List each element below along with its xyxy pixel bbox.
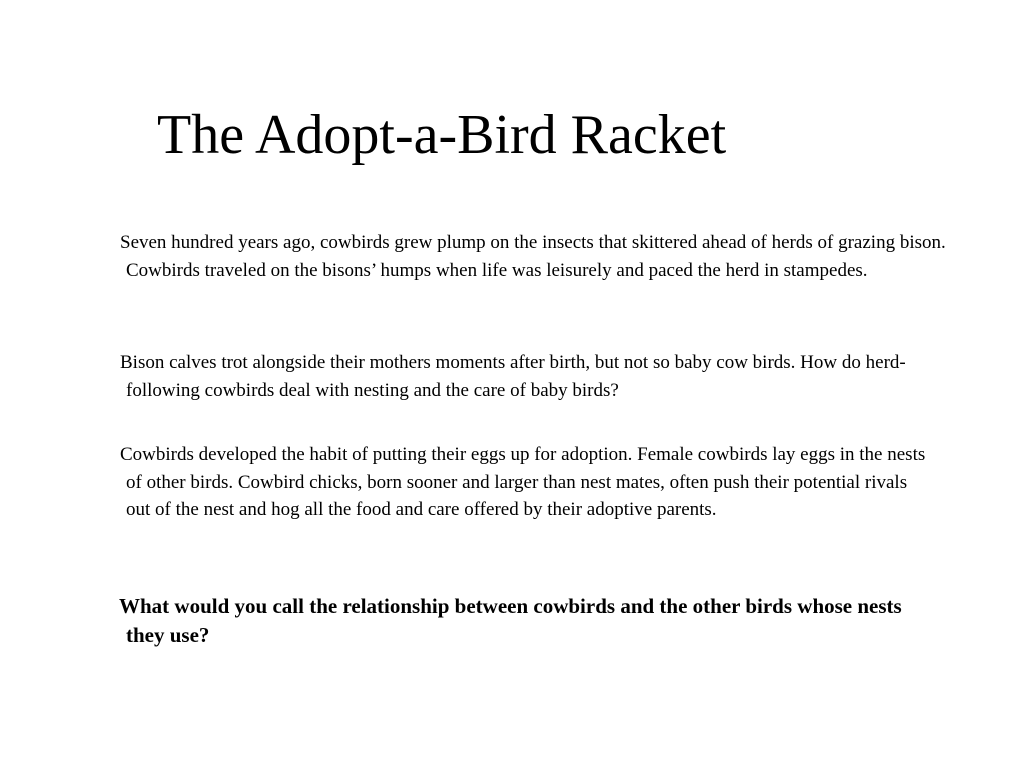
slide-title: The Adopt-a-Bird Racket: [157, 104, 727, 166]
paragraph-nesting-question: Bison calves trot alongside their mothers moments after birth, but not so baby cow birds. How do herd-following cowbirds deal with nesting and the care of baby birds?: [120, 352, 906, 401]
paragraph-egg-adoption: Cowbirds developed the habit of putting their eggs up for adoption. Female cowbirds lay eggs in the nests of other birds. Cowbird chicks, born sooner and larger than nest mates, often push their potential rivals out of the nest and hog all the food and care offered by their adoptive parents.: [120, 444, 926, 520]
discussion-question: What would you call the relationship between cowbirds and the other birds whose nests they use?: [119, 594, 902, 647]
paragraph-bison-history: Seven hundred years ago, cowbirds grew plump on the insects that skittered ahead of herds of grazing bison. Cowbirds traveled on the bisons’ humps when life was leisurely and paced the herd in stampedes.: [120, 232, 946, 281]
